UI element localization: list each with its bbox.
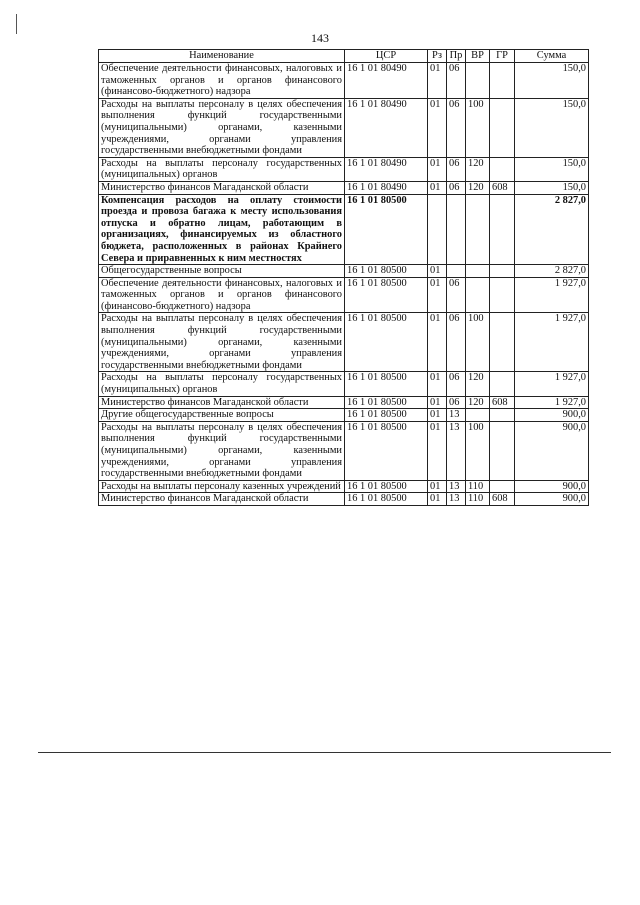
cell-name: Расходы на выплаты персоналу государственных (муниципальных) органов xyxy=(99,372,345,396)
cell-sum: 900,0 xyxy=(515,493,589,506)
cell-gr: 608 xyxy=(490,396,515,409)
cell-name: Компенсация расходов на оплату стоимости проезда и провоза багажа к месту использования отпуска и обратно лицам, работающим в организациях, финансируемых из областного бюджета, расположенных в районах Крайнего Севера и приравненных к ним местностях xyxy=(99,194,345,265)
cell-sum: 150,0 xyxy=(515,98,589,157)
cell-rz: 01 xyxy=(428,265,447,278)
cell-sum: 2 827,0 xyxy=(515,194,589,265)
cell-pr: 06 xyxy=(447,157,466,181)
cell-sum: 900,0 xyxy=(515,409,589,422)
cell-csr: 16 1 01 80500 xyxy=(345,493,428,506)
cell-csr: 16 1 01 80500 xyxy=(345,265,428,278)
cell-csr: 16 1 01 80500 xyxy=(345,372,428,396)
cell-rz: 01 xyxy=(428,63,447,99)
cell-rz: 01 xyxy=(428,313,447,372)
cell-csr: 16 1 01 80500 xyxy=(345,396,428,409)
table-row xyxy=(99,194,589,265)
table-row xyxy=(99,181,589,194)
cell-vr xyxy=(466,409,490,422)
cell-rz: 01 xyxy=(428,372,447,396)
header-vr: ВР xyxy=(466,50,490,63)
cell-pr: 13 xyxy=(447,493,466,506)
cell-csr: 16 1 01 80490 xyxy=(345,181,428,194)
bottom-rule xyxy=(38,752,611,753)
cell-rz: 01 xyxy=(428,98,447,157)
cell-name: Расходы на выплаты персоналу в целях обеспечения выполнения функций государственными (муниципальными) органами, казенными учреждениями, органами управления государственными внебюджетными фондами xyxy=(99,421,345,480)
cell-sum: 1 927,0 xyxy=(515,313,589,372)
cell-csr: 16 1 01 80490 xyxy=(345,157,428,181)
cell-name: Обеспечение деятельности финансовых, налоговых и таможенных органов и органов финансового (финансово-бюджетного) надзора xyxy=(99,277,345,313)
cell-name: Расходы на выплаты персоналу казенных учреждений xyxy=(99,480,345,493)
cell-sum: 1 927,0 xyxy=(515,396,589,409)
table-body xyxy=(99,63,589,506)
table-row xyxy=(99,493,589,506)
cell-sum: 150,0 xyxy=(515,181,589,194)
table-row xyxy=(99,372,589,396)
cell-pr: 06 xyxy=(447,277,466,313)
header-rz: Рз xyxy=(428,50,447,63)
header-name: Наименование xyxy=(99,50,345,63)
cell-vr xyxy=(466,194,490,265)
cell-vr: 100 xyxy=(466,313,490,372)
cell-pr: 13 xyxy=(447,409,466,422)
table-row xyxy=(99,480,589,493)
cell-csr: 16 1 01 80500 xyxy=(345,277,428,313)
cell-pr: 06 xyxy=(447,313,466,372)
cell-csr: 16 1 01 80500 xyxy=(345,480,428,493)
header-sum: Сумма xyxy=(515,50,589,63)
table-row xyxy=(99,313,589,372)
cell-vr xyxy=(466,63,490,99)
cell-gr xyxy=(490,421,515,480)
cell-gr xyxy=(490,63,515,99)
cell-name: Министерство финансов Магаданской области xyxy=(99,396,345,409)
cell-csr: 16 1 01 80500 xyxy=(345,421,428,480)
cell-pr: 06 xyxy=(447,98,466,157)
cell-name: Общегосударственные вопросы xyxy=(99,265,345,278)
cell-sum: 150,0 xyxy=(515,63,589,99)
cell-pr: 13 xyxy=(447,480,466,493)
cell-rz: 01 xyxy=(428,396,447,409)
cell-rz: 01 xyxy=(428,421,447,480)
cell-rz xyxy=(428,194,447,265)
cell-sum: 2 827,0 xyxy=(515,265,589,278)
cell-pr: 06 xyxy=(447,396,466,409)
table-row xyxy=(99,157,589,181)
table-row xyxy=(99,421,589,480)
cell-gr xyxy=(490,480,515,493)
cell-rz: 01 xyxy=(428,409,447,422)
cell-vr: 100 xyxy=(466,421,490,480)
cell-name: Другие общегосударственные вопросы xyxy=(99,409,345,422)
table-row xyxy=(99,277,589,313)
cell-vr xyxy=(466,277,490,313)
cell-sum: 900,0 xyxy=(515,480,589,493)
cell-gr xyxy=(490,277,515,313)
cell-vr: 120 xyxy=(466,181,490,194)
table-row xyxy=(99,409,589,422)
table-header-row xyxy=(99,50,589,63)
cell-csr: 16 1 01 80490 xyxy=(345,63,428,99)
table-row xyxy=(99,98,589,157)
cell-vr: 110 xyxy=(466,480,490,493)
cell-vr: 120 xyxy=(466,372,490,396)
cell-csr: 16 1 01 80490 xyxy=(345,98,428,157)
cell-pr: 06 xyxy=(447,372,466,396)
page-number: 143 xyxy=(311,31,329,45)
cell-sum: 150,0 xyxy=(515,157,589,181)
cell-vr: 100 xyxy=(466,98,490,157)
cell-rz: 01 xyxy=(428,157,447,181)
cell-rz: 01 xyxy=(428,181,447,194)
cell-sum: 900,0 xyxy=(515,421,589,480)
cell-vr: 110 xyxy=(466,493,490,506)
cell-name: Расходы на выплаты персоналу в целях обеспечения выполнения функций государственными (муниципальными) органами, казенными учреждениями, органами управления государственными внебюджетными фондами xyxy=(99,98,345,157)
cell-rz: 01 xyxy=(428,480,447,493)
cell-name: Министерство финансов Магаданской области xyxy=(99,493,345,506)
cell-gr: 608 xyxy=(490,493,515,506)
cell-pr: 06 xyxy=(447,181,466,194)
cell-name: Обеспечение деятельности финансовых, налоговых и таможенных органов и органов финансового (финансово-бюджетного) надзора xyxy=(99,63,345,99)
cell-pr xyxy=(447,265,466,278)
cell-rz: 01 xyxy=(428,493,447,506)
table-row xyxy=(99,265,589,278)
budget-table xyxy=(98,49,589,506)
cell-csr: 16 1 01 80500 xyxy=(345,409,428,422)
header-pr: Пр xyxy=(447,50,466,63)
cell-name: Расходы на выплаты персоналу в целях обеспечения выполнения функций государственными (муниципальными) органами, казенными учреждениями, органами управления государственными внебюджетными фондами xyxy=(99,313,345,372)
cell-csr: 16 1 01 80500 xyxy=(345,313,428,372)
header-csr: ЦСР xyxy=(345,50,428,63)
cell-gr xyxy=(490,409,515,422)
cell-gr xyxy=(490,265,515,278)
cell-pr: 13 xyxy=(447,421,466,480)
cell-rz: 01 xyxy=(428,277,447,313)
cell-pr xyxy=(447,194,466,265)
cell-name: Расходы на выплаты персоналу государственных (муниципальных) органов xyxy=(99,157,345,181)
cell-vr: 120 xyxy=(466,396,490,409)
cell-pr: 06 xyxy=(447,63,466,99)
cell-name: Министерство финансов Магаданской области xyxy=(99,181,345,194)
cell-gr xyxy=(490,98,515,157)
header-gr: ГР xyxy=(490,50,515,63)
cell-gr xyxy=(490,372,515,396)
cell-sum: 1 927,0 xyxy=(515,372,589,396)
cell-vr: 120 xyxy=(466,157,490,181)
cell-gr: 608 xyxy=(490,181,515,194)
cell-gr xyxy=(490,194,515,265)
cell-vr xyxy=(466,265,490,278)
cell-csr: 16 1 01 80500 xyxy=(345,194,428,265)
table-row xyxy=(99,396,589,409)
cell-sum: 1 927,0 xyxy=(515,277,589,313)
cell-gr xyxy=(490,313,515,372)
table-row xyxy=(99,63,589,99)
cell-gr xyxy=(490,157,515,181)
